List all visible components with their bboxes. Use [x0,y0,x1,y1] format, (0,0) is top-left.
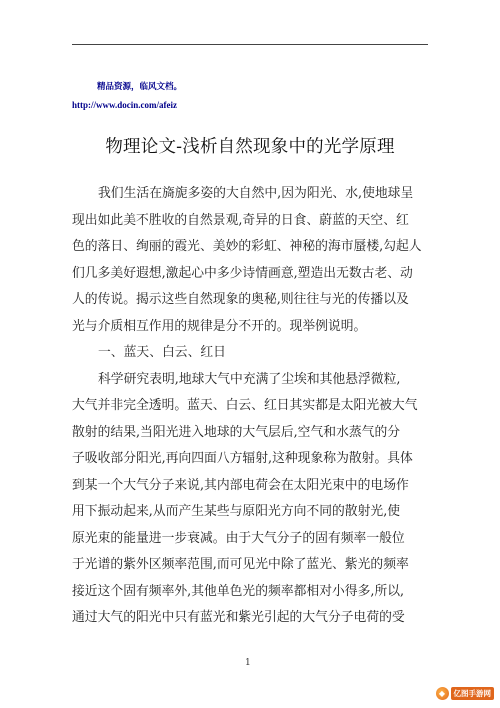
body-line: 现出如此美不胜收的自然景观,奇异的日食、蔚蓝的天空、红 [72,212,409,228]
body-line: 们几多美好遐想,激起心中多少诗情画意,塑造出无数古老、动 [72,265,413,281]
watermark-logo [436,687,495,700]
body-line: 接近这个固有频率外,其他单色光的频率都相对小得多,所以, [72,583,405,599]
body-line: 用下振动起来,从而产生某些与原阳光方向不同的散射光,使 [72,504,401,519]
body-line: 散射的结果,当阳光进入地球的大气层后,空气和水蒸气的分 [72,424,401,440]
body-line: 大气并非完全透明。蓝天、白云、红日其实都是太阳光被大气 [72,398,418,413]
body-line: 光与介质相互作用的规律是分不开的。现举例说明。 [72,318,367,334]
body-line: 子吸收部分阳光,再向四面八方辐射,这种现象称为散射。具体 [72,451,413,466]
body-line: 于光谱的紫外区频率范围,而可见光中除了蓝光、紫光的频率 [72,557,409,572]
page-number: 1 [245,658,251,668]
page-title: 物理论文-浅析自然现象中的光学原理 [105,137,395,157]
document-body [72,181,428,632]
watermark-text: 亿图手游网 [451,687,495,700]
body-line: 我们生活在旖旎多姿的大自然中,因为阳光、水,使地球呈 [98,186,414,201]
section-heading: 一、蓝天、白云、红日 [98,345,226,360]
body-line: 到某一个大气分子来说,其内部电荷会在太阳光束中的电场作 [72,477,409,493]
body-line: 人的传说。揭示这些自然现象的奥秘,则往往与光的传播以及 [72,292,409,307]
body-line: 原光束的能量进一步衰减。由于大气分子的固有频率一般位 [72,530,405,546]
body-line: 通过大气的阳光中只有蓝光和紫光引起的大气分子电荷的受 [72,610,405,625]
header-rule [72,44,428,45]
header-tagline: 精品资源，临风文档。 [97,81,183,91]
body-line: 科学研究表明,地球大气中充满了尘埃和其他悬浮微粒, [98,371,401,387]
logo-icon: ◆ [436,687,449,700]
body-line: 色的落日、绚丽的霞光、美妙的彩虹、神秘的海市蜃楼,勾起人 [72,239,422,254]
header-url-link[interactable]: http://www.docin.com/afeiz [72,100,177,110]
